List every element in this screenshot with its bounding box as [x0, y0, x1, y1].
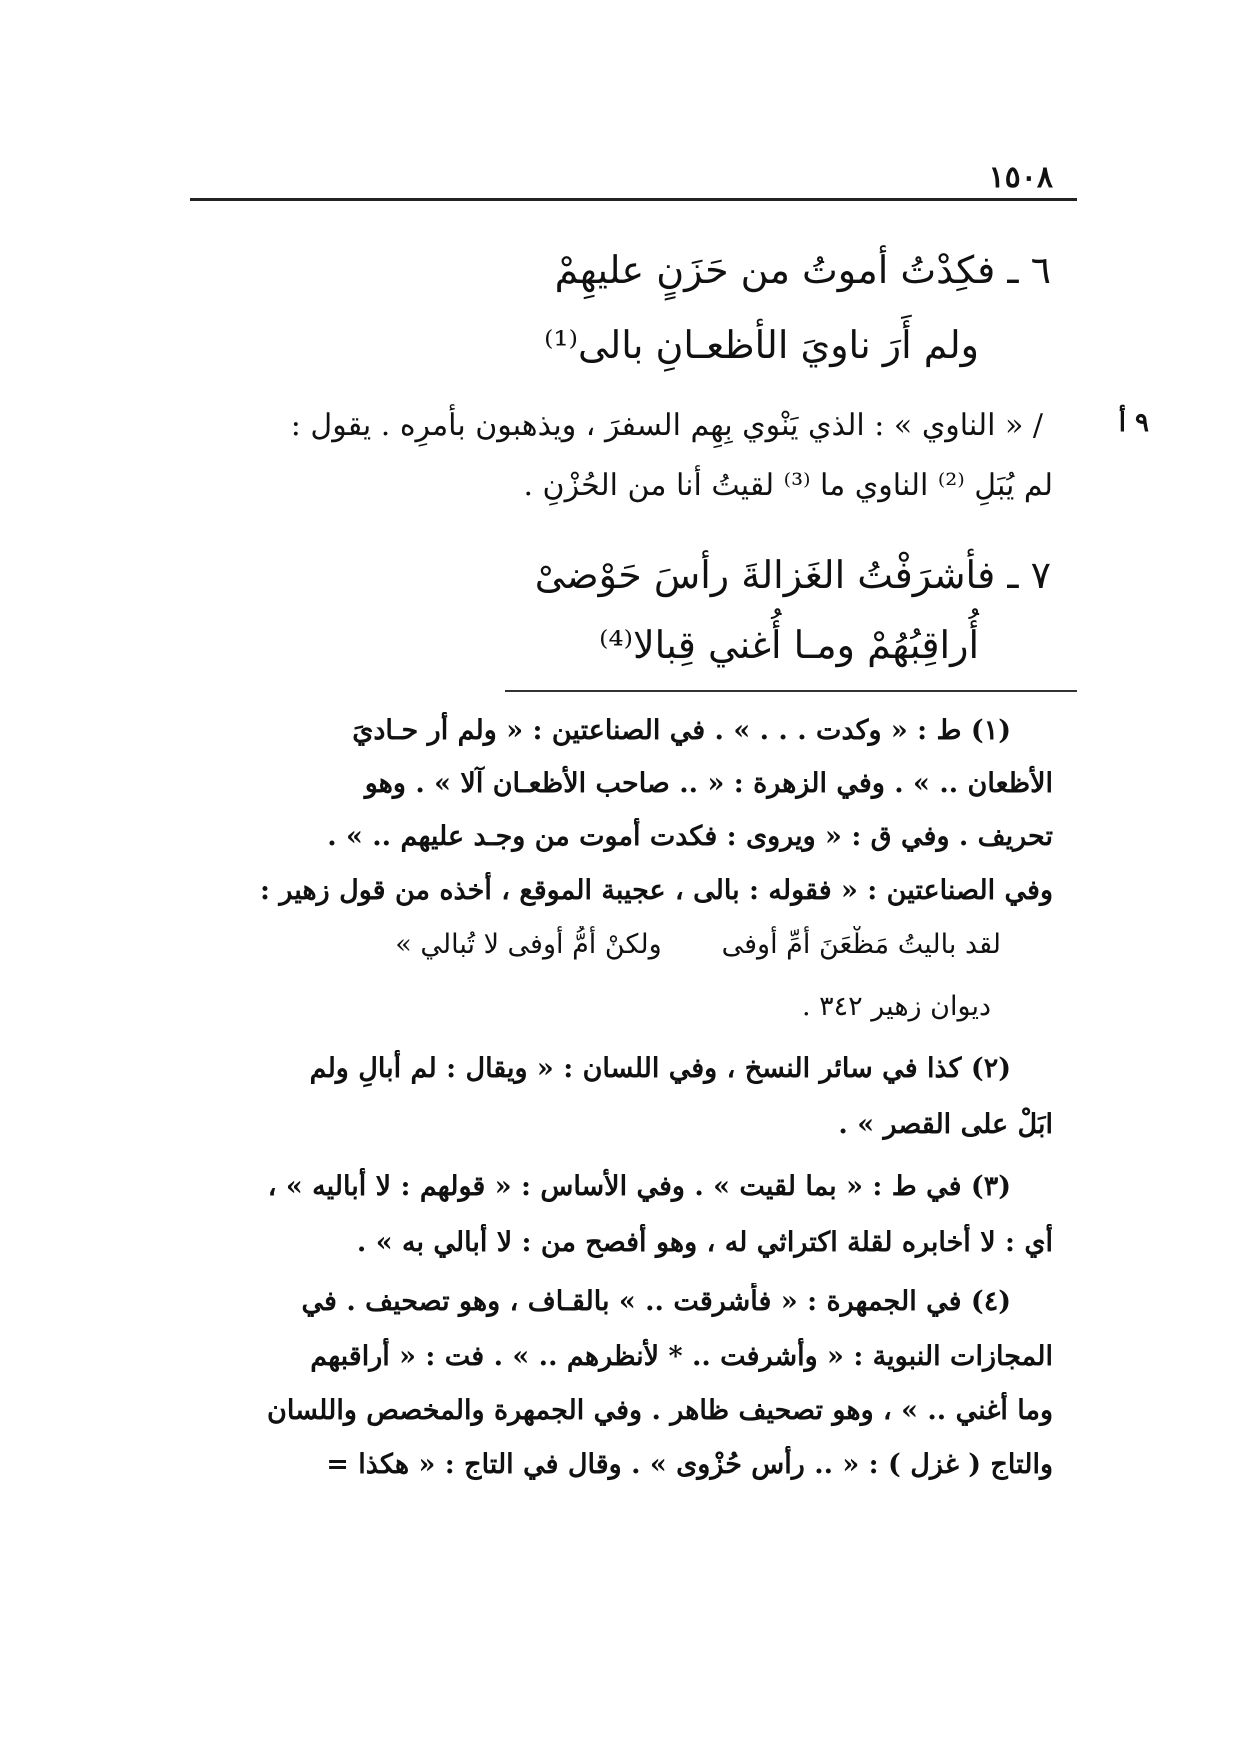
poem-hemistich-2: ولكنْ أمُّ أوفى لا تُبالي » [395, 929, 662, 960]
footnote-3-line-1: (٣) في ط : « بما لقيت » . وفي الأساس : « قولهم : لا أباليه » ، [267, 1171, 1011, 1202]
footnote-4-line-2: المجازات النبوية : « وأشرفت .. * لأنظرهم .. » . فت : « أراقبهم [310, 1341, 1053, 1372]
commentary-line-2: لم يُبَلِ ⁽²⁾ الناوي ما ⁽³⁾ لقيتُ أنا من الحُزْنِ . [523, 468, 1053, 503]
footnote-1-line-2: الأظعان .. » . وفي الزهرة : « .. صاحب الأظعـان آلا » . وهو [364, 768, 1053, 799]
verse-7-first-hemistich: ٧ ـ فأشرَفْتُ الغَزالةَ رأسَ حَوْضىْ [534, 553, 1051, 597]
footnote-2-line-1: (٢) كذا في سائر النسخ ، وفي اللسان : « ويقال : لم أُبالِ ولم [309, 1053, 1011, 1084]
footnote-separator [505, 690, 1077, 692]
footnote-1-poem [121, 926, 1001, 964]
footnote-2-line-2: ابَلْ على القصر » . [838, 1109, 1053, 1140]
footnote-3-line-2: أي : لا أخابره لقلة اكتراثي له ، وهو أفصح من : لا أبالي به » . [356, 1227, 1053, 1258]
commentary-line-1: / « الناوي » : الذي يَنْوي بِهِم السفرَ ، ويذهبون بأمرِه . يقول : [290, 408, 1043, 443]
verse-7-second-hemistich: أُراقِبُهُمْ ومـا أُغني قِبالا⁽⁴⁾ [599, 623, 979, 667]
margin-folio-note: ٩ أ [1118, 408, 1149, 438]
header-rule [190, 198, 1077, 201]
footnote-4-line-3: وما أغني .. » ، وهو تصحيف ظاهر . وفي الجمهرة والمخصص واللسان [267, 1395, 1053, 1426]
poem-hemistich-1: لقد باليتُ مَظْعَنَ أُمِّ أوفى [721, 929, 1001, 960]
footnote-1-line-3: تحريف . وفي ق : « ويروى : فكدت أموت من وجـد عليهم .. » . [327, 821, 1053, 852]
footnote-4-line-4: والتاج ( غزل ) : « .. رأس حُزْوى » . وقال في التاج : « هكذا = [326, 1449, 1053, 1480]
verse-6-second-hemistich: ولم أَرَ ناويَ الأظعـانِ بالى⁽¹⁾ [544, 323, 979, 367]
footnote-1-line-1: (١) ط : « وكدت . . . » . في الصناعتين : « ولم أر حـاديَ [352, 715, 1011, 746]
footnote-1-line-4: وفي الصناعتين : « فقوله : بالى ، عجيبة الموقع ، أخذه من قول زهير : [259, 875, 1053, 906]
footnote-1-reference: ديوان زهير ٣٤٢ . [802, 991, 991, 1022]
footnote-4-line-1: (٤) في الجمهرة : « فأشرقت .. » بالقـاف ، وهو تصحيف . في [301, 1286, 1011, 1317]
verse-6-first-hemistich: ٦ ـ فكِدْتُ أموتُ من حَزَنٍ عليهِمْ [554, 248, 1051, 292]
page-number: ١٥٠٨ [988, 160, 1053, 195]
